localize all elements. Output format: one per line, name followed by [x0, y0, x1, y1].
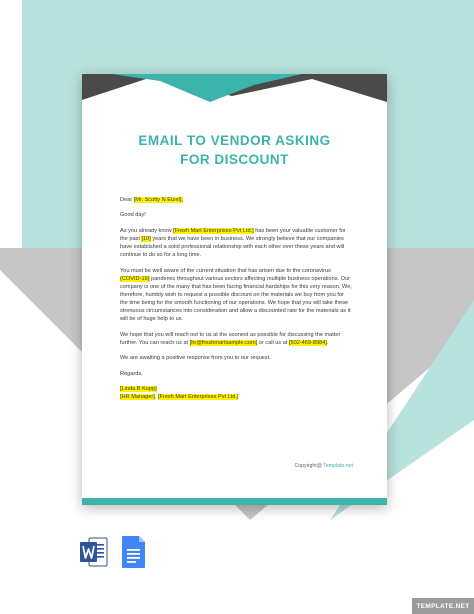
- paragraph-2: You must be well aware of the current situation that has arisen due to the coronavirus (COVID-19) pandemic throughout various sectors affecting multiple business operations. Our company is one of the many that has been facing financial hardships for this very reason. We, therefore, humbly wish to request a possible discount on the materials we buy from you for the time being for the smooth functioning of our operations. We hope that you will take these strenuous circumstances into consideration and allow a discounted rate for the materials as it will be of huge help to us.: [120, 267, 352, 323]
- google-docs-icon[interactable]: [120, 535, 148, 569]
- phone-field: [502-469-8984]: [288, 339, 327, 346]
- signature-name: [Linda B Kopp]: [120, 386, 157, 393]
- paragraph-3: We hope that you will reach out to us at the soonest as possible for discussing the matter further. You can reach us at [hr@freshmartsample.com] or call us at [502-469-8984].: [120, 331, 341, 346]
- email-field: [hr@freshmartsample.com]: [189, 339, 258, 346]
- signature-company: [Fresh Mart Enterprises Pvt Ltd.]: [157, 394, 239, 401]
- letter-body: [120, 196, 352, 409]
- salutation: Good day!: [120, 212, 146, 219]
- signature-title: [HR Manager]: [120, 394, 155, 401]
- document-title: EMAIL TO VENDOR ASKING FOR DISCOUNT: [138, 133, 331, 167]
- recipient-name: [Mr. Scotty N Etzel],: [133, 197, 183, 203]
- years-field: [10]: [141, 236, 151, 243]
- paragraph-1: As you already know [Fresh Mart Enterprises Pvt Ltd.] has been your valuable customer for the past [10] years that we have been in business. We strongly believe that our companies have established a solid professional relationship with each other over these years and will continue to do so for a long time.: [120, 227, 346, 259]
- template-net-watermark: TEMPLATE.NET: [412, 598, 474, 614]
- closing: Regards,: [120, 370, 143, 377]
- signature-block: [Linda B Kopp] [HR Manager], [Fresh Mart Enterprises Pvt Ltd.]: [120, 386, 239, 401]
- document-footer-bar: [82, 498, 387, 505]
- greeting: Dear [Mr. Scotty N Etzel],: [120, 197, 183, 203]
- document-header-band: [82, 74, 387, 102]
- company-name: [Fresh Mart Enterprises Pvt Ltd.]: [173, 227, 254, 234]
- app-icons: [80, 535, 148, 569]
- covid-field: (COVID-19): [120, 275, 150, 282]
- copyright-line: Copyright@ Template.net: [294, 463, 353, 469]
- word-icon[interactable]: [80, 535, 108, 569]
- paragraph-4: We are awaiting a positive response from you to our request.: [120, 355, 271, 362]
- copyright-brand: Template.net: [323, 463, 353, 469]
- letter-document: [82, 74, 387, 505]
